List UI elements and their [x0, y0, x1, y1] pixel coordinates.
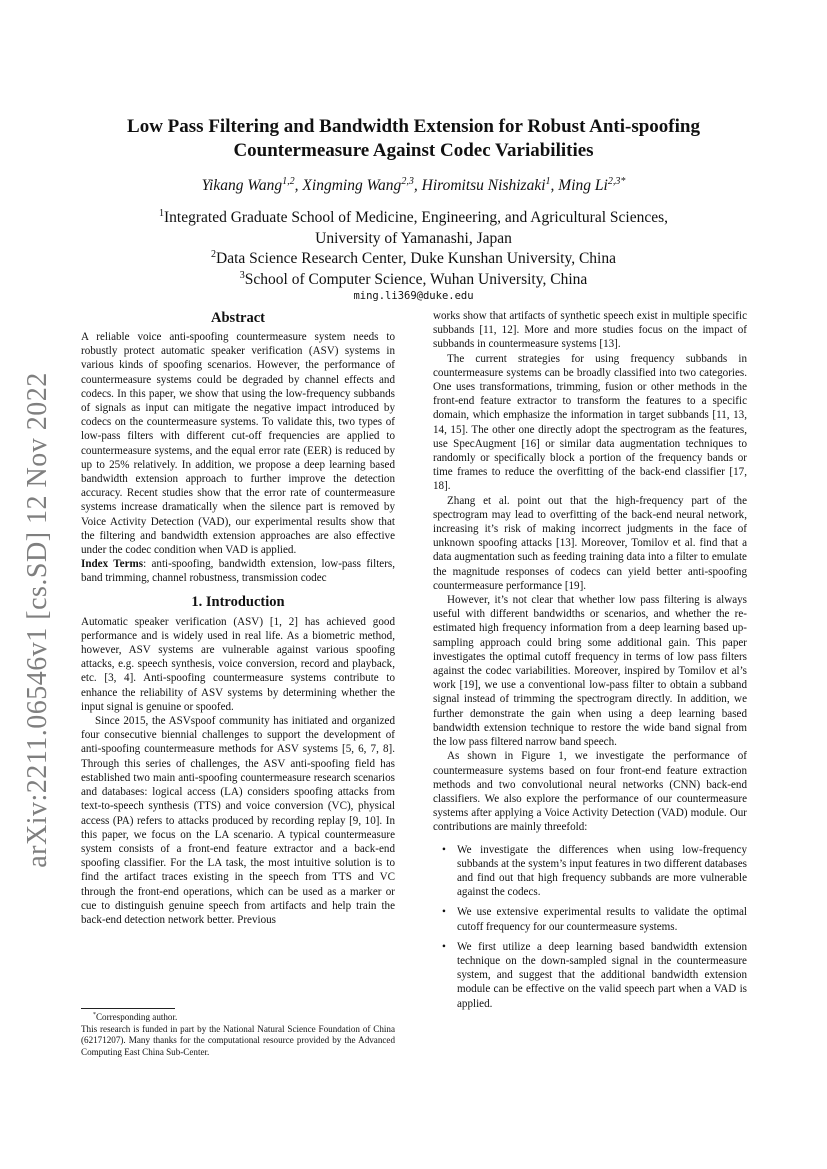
- body-paragraph: Zhang et al. point out that the high-frequency part of the spectrogram may lead to overfitting of the back-end neural network, increasing it’s risk of making incorrect judgments in the face of unknown spoofing attacks [13]. Moreover, Tomilov et al. find that a data augmentation such as feeding training data into a filter to emulate the magnitude responses of codecs can yield better anti-spoofing countermeasure performance [19].: [433, 494, 747, 592]
- author-separator: ,: [294, 177, 303, 194]
- affiliation-line: [90, 208, 737, 229]
- abstract-heading: Abstract: [211, 310, 265, 326]
- body-paragraph: The current strategies for using frequency subbands in countermeasure systems can be broadly classified into two categories. One uses transformations, trimming, fusion or other methods in the front-end feature extractor to transform the features to a specific domain, which emphasize the information in target subbands [11, 13, 14, 15]. The other one directly adopt the spectrogram as the features, use SpecAugment [16] or similar data augmentation techniques to randomly or specifically block a portion of the frequency bands or time frames to reduce the overfitting of the back-end classifier [17, 18].: [433, 352, 747, 493]
- list-item: [442, 905, 747, 933]
- paper-title: [90, 115, 737, 163]
- author-list: [90, 177, 737, 195]
- affiliation-text: Data Science Research Center, Duke Kunshan University, China: [216, 250, 616, 267]
- affiliation-mark: 1: [158, 207, 164, 219]
- author-name: Hiromitsu Nishizaki: [421, 177, 546, 194]
- contact-email[interactable]: ming.li369@duke.edu: [353, 290, 474, 302]
- title-line-2: Countermeasure Against Codec Variabilities: [233, 140, 594, 161]
- bullet-icon: •: [442, 843, 446, 856]
- author-affiliation-mark: 2,3*: [607, 175, 626, 187]
- abstract-text: A reliable voice anti-spoofing countermeasure system needs to robustly protect automatic speaker verification (ASV) systems in various kinds of spoofing scenarios. However, the performance of countermeasure systems could be degraded by channel effects and codecs. In this paper, we show that using the low-frequency subbands of signals as input can mitigate the negative impact introduced by codecs on the countermeasure systems. To validate this, two types of low-pass filters with different cut-off frequencies are applied to countermeasure systems, and the equal error rate (EER) is reduced by up to 25% relatively. In addition, we propose a deep learning based bandwidth extension approach to further improve the detection accuracy. Recent studies show that the error rate of countermeasure systems increase dramatically when the silence part is removed by Voice Activity Detection (VAD), our experimental results show that the filtering and bandwidth extension approaches are also effective under the codec condition when VAD is applied.: [81, 331, 395, 557]
- right-column: [433, 309, 747, 1017]
- index-terms-text: : anti-spoofing, bandwidth extension, low-pass filters, band trimming, channel robustness, transmission codec: [81, 558, 395, 585]
- body-paragraph: However, it’s not clear that whether low pass filtering is always useful with different bandwidths or scenarios, and whether the re-estimated high frequency information from a deep learning based up-sampling approach could bring some additional gain. This paper investigates the optimal cutoff frequency in terms of low pass filters against the codec variabilities. Moreover, inspired by Tomilov et al’s work [19], we use a conventional low-pass filter to obtain a subband signal instead of trimming the spectrogram directly. In addition, we further demonstrate the gain when using a deep learning based bandwidth extension technique to restore the wide band signal from the low pass filtered narrow band speech.: [433, 594, 747, 749]
- list-item-text: We investigate the differences when using low-frequency subbands at the system’s input features in two different databases and find out that high frequency subbands are more vulnerable against the codecs.: [457, 843, 747, 899]
- affiliation-mark: 3: [239, 269, 245, 281]
- list-item: [442, 940, 747, 1011]
- bullet-icon: •: [442, 940, 446, 953]
- left-column: [81, 309, 395, 927]
- intro-paragraph: Since 2015, the ASVspoof community has initiated and organized four consecutive biennial challenges to support the development of anti-spoofing countermeasure methods for ASV systems [5, 6, 7, 8]. Through this series of challenges, the ASV anti-spoofing field has established two main anti-spoofing countermeasure research scenarios and databases: logical access (LA) considers spoofing attacks from text-to-speech synthesis (TTS) and voice conversion (VC), physical access (PA) refers to attacks produced by recording replay [9, 10]. In this paper, we focus on the LA scenario. A typical countermeasure system consists of a front-end feature extractor and a back-end spoofing classifier. For the LA task, the most intuitive solution is to find the artifact traces existing in the speech from TTS and VC through the front-end operations, which can be used as a marker or cue to distinguish genuine speech from artifacts and help train the back-end detection network better. Previous: [81, 715, 395, 926]
- author-affiliation-mark: 2,3: [401, 175, 414, 187]
- affiliation-line: [90, 270, 737, 291]
- footnote-rule: [81, 1008, 175, 1009]
- intro-paragraph: Automatic speaker verification (ASV) [1, 2] has achieved good performance and is widely used in real life. As a biometric method, however, ASV systems are vulnerable against various spoofing attacks, e.g. speech synthesis, voice conversion, record and playback, etc. [3, 4]. Anti-spoofing countermeasure systems contribute to enhance the reliability of ASV systems by determining whether the input signal is genuine or spoofed.: [81, 615, 395, 713]
- body-paragraph: works show that artifacts of synthetic speech exist in multiple specific subbands [11, 12]. More and more studies focus on the impact of subbands in countermeasure systems [13].: [433, 310, 747, 351]
- footnote-corresponding-text: Corresponding author.: [95, 1012, 178, 1022]
- affiliation-line: [90, 229, 737, 250]
- contributions-list: [433, 843, 747, 1011]
- arxiv-identifier: [18, 360, 58, 880]
- affiliation-line: [90, 249, 737, 270]
- affiliations: [90, 208, 737, 290]
- author-name: Ming Li: [558, 177, 608, 194]
- author-name: Xingming Wang: [302, 177, 402, 194]
- index-terms-label: Index Terms: [81, 558, 144, 571]
- title-line-1: Low Pass Filtering and Bandwidth Extension for Robust Anti-spoofing: [127, 116, 700, 137]
- footnotes: [81, 1008, 395, 1058]
- body-paragraph: As shown in Figure 1, we investigate the performance of countermeasure systems based on four front-end feature extraction methods and two convolutional neural networks (CNN) back-end classifiers. We also explore the performance of our countermeasure systems after applying a Voice Activity Detection (VAD) module. Our contributions are mainly threefold:: [433, 750, 747, 834]
- affiliation-text: University of Yamanashi, Japan: [315, 229, 512, 247]
- author-affiliation-mark: 1,2: [282, 175, 295, 187]
- bullet-icon: •: [442, 906, 446, 919]
- arxiv-id-text: arXiv:2211.06546v1 [cs.SD] 12 Nov 2022: [22, 372, 53, 868]
- author-affiliation-mark: 1: [545, 175, 551, 187]
- footnote-mark: *: [93, 1011, 96, 1018]
- affiliation-mark: 2: [211, 248, 217, 260]
- affiliation-text: Integrated Graduate School of Medicine, Engineering, and Agricultural Sciences,: [164, 209, 669, 226]
- footnote-corresponding: [81, 1012, 395, 1024]
- author-separator: ,: [413, 177, 422, 194]
- section-heading-introduction: 1. Introduction: [191, 593, 285, 610]
- author-name: Yikang Wang: [201, 177, 283, 194]
- list-item-text: We use extensive experimental results to validate the optimal cutoff frequency for our countermeasure systems.: [457, 906, 747, 933]
- list-item: [442, 843, 747, 900]
- affiliation-text: School of Computer Science, Wuhan University, China: [244, 270, 588, 288]
- footnote-funding: This research is funded in part by the National Natural Science Foundation of China (62171207). Many thanks for the computational resource provided by the Advanced Computing East China Sub-Center.: [81, 1023, 395, 1057]
- index-terms: [81, 557, 395, 585]
- author-separator: ,: [550, 177, 559, 194]
- list-item-text: We first utilize a deep learning based bandwidth extension technique on the down-sampled signal in the countermeasure system, and suggest that the additional bandwidth extension module can be effective on the valid speech part when a VAD is applied.: [457, 940, 747, 1010]
